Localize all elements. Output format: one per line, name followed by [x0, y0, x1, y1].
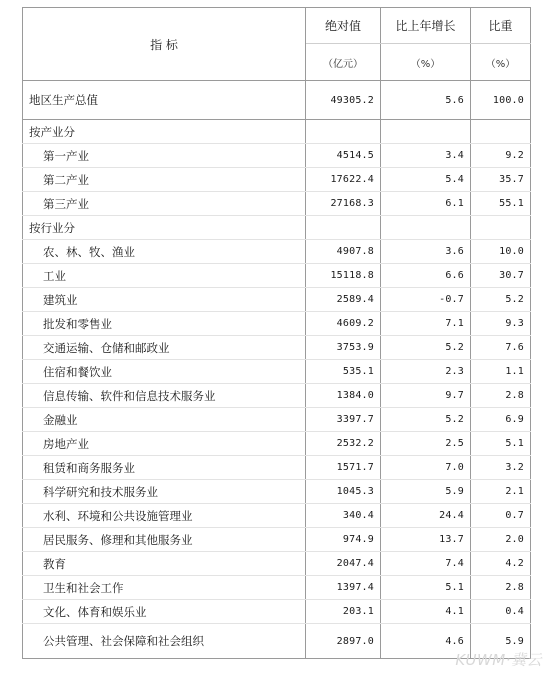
row-absolute-value: 203.1 — [306, 600, 381, 624]
row-name: 农、林、牧、渔业 — [23, 240, 306, 264]
row-absolute-value: 1384.0 — [306, 384, 381, 408]
header-share-unit: （%） — [471, 44, 531, 81]
table-row — [23, 168, 531, 192]
row-share: 0.7 — [471, 504, 531, 528]
row-growth: 5.1 — [381, 576, 471, 600]
header-growth-unit: （%） — [381, 44, 471, 81]
row-share — [471, 216, 531, 240]
row-growth: 9.7 — [381, 384, 471, 408]
table-row — [23, 192, 531, 216]
row-growth: 2.5 — [381, 432, 471, 456]
row-share: 100.0 — [471, 81, 531, 120]
table-row — [23, 528, 531, 552]
row-absolute-value: 17622.4 — [306, 168, 381, 192]
row-growth: 2.3 — [381, 360, 471, 384]
table-body — [23, 81, 531, 659]
row-growth: 4.6 — [381, 624, 471, 659]
table-row — [23, 408, 531, 432]
row-absolute-value: 974.9 — [306, 528, 381, 552]
row-absolute-value: 3753.9 — [306, 336, 381, 360]
table-row — [23, 480, 531, 504]
row-share: 2.8 — [471, 384, 531, 408]
table-row — [23, 264, 531, 288]
row-growth: 6.6 — [381, 264, 471, 288]
table-row — [23, 240, 531, 264]
row-share: 9.2 — [471, 144, 531, 168]
row-share: 2.1 — [471, 480, 531, 504]
table-row — [23, 216, 531, 240]
table-row — [23, 312, 531, 336]
row-name: 房地产业 — [23, 432, 306, 456]
row-name: 地区生产总值 — [23, 81, 306, 120]
row-absolute-value: 2589.4 — [306, 288, 381, 312]
row-share: 10.0 — [471, 240, 531, 264]
row-name: 按产业分 — [23, 120, 306, 144]
table-row — [23, 600, 531, 624]
row-name: 教育 — [23, 552, 306, 576]
row-share: 35.7 — [471, 168, 531, 192]
row-name: 金融业 — [23, 408, 306, 432]
row-share: 4.2 — [471, 552, 531, 576]
row-name: 居民服务、修理和其他服务业 — [23, 528, 306, 552]
table-row — [23, 288, 531, 312]
table-row — [23, 552, 531, 576]
table-row — [23, 384, 531, 408]
row-absolute-value: 1397.4 — [306, 576, 381, 600]
row-growth: 5.9 — [381, 480, 471, 504]
row-growth: 5.2 — [381, 408, 471, 432]
row-name: 第二产业 — [23, 168, 306, 192]
table-row — [23, 576, 531, 600]
row-share: 9.3 — [471, 312, 531, 336]
header-growth: 比上年增长 — [381, 8, 471, 44]
row-absolute-value: 2897.0 — [306, 624, 381, 659]
row-share: 0.4 — [471, 600, 531, 624]
row-name: 批发和零售业 — [23, 312, 306, 336]
row-share: 55.1 — [471, 192, 531, 216]
row-growth — [381, 216, 471, 240]
row-name: 建筑业 — [23, 288, 306, 312]
row-name: 文化、体育和娱乐业 — [23, 600, 306, 624]
row-growth: 5.6 — [381, 81, 471, 120]
row-share — [471, 120, 531, 144]
row-share: 2.8 — [471, 576, 531, 600]
row-growth: 24.4 — [381, 504, 471, 528]
table-row — [23, 504, 531, 528]
row-name: 科学研究和技术服务业 — [23, 480, 306, 504]
row-name: 公共管理、社会保障和社会组织 — [23, 624, 306, 659]
row-growth: 3.6 — [381, 240, 471, 264]
header-absolute-unit: （亿元） — [306, 44, 381, 81]
row-growth: 4.1 — [381, 600, 471, 624]
row-share: 5.2 — [471, 288, 531, 312]
row-absolute-value: 15118.8 — [306, 264, 381, 288]
row-share: 7.6 — [471, 336, 531, 360]
row-share: 6.9 — [471, 408, 531, 432]
table-row — [23, 360, 531, 384]
row-growth: -0.7 — [381, 288, 471, 312]
watermark-logo: KUWM·冀云 — [455, 651, 542, 669]
row-absolute-value: 3397.7 — [306, 408, 381, 432]
row-share: 5.1 — [471, 432, 531, 456]
row-share: 2.0 — [471, 528, 531, 552]
row-absolute-value: 4514.5 — [306, 144, 381, 168]
row-growth — [381, 120, 471, 144]
row-share: 1.1 — [471, 360, 531, 384]
header-indicator: 指 标 — [23, 8, 306, 81]
row-share: 5.9 — [471, 624, 531, 659]
header-absolute-value: 绝对值 — [306, 8, 381, 44]
row-absolute-value: 1045.3 — [306, 480, 381, 504]
table-row — [23, 336, 531, 360]
row-name: 住宿和餐饮业 — [23, 360, 306, 384]
row-name: 信息传输、软件和信息技术服务业 — [23, 384, 306, 408]
row-growth: 13.7 — [381, 528, 471, 552]
row-growth: 7.1 — [381, 312, 471, 336]
row-growth: 5.2 — [381, 336, 471, 360]
table-row — [23, 120, 531, 144]
row-absolute-value — [306, 216, 381, 240]
row-absolute-value: 1571.7 — [306, 456, 381, 480]
row-absolute-value: 4907.8 — [306, 240, 381, 264]
row-growth: 6.1 — [381, 192, 471, 216]
row-absolute-value: 2047.4 — [306, 552, 381, 576]
row-name: 租赁和商务服务业 — [23, 456, 306, 480]
row-absolute-value: 340.4 — [306, 504, 381, 528]
table-row — [23, 81, 531, 120]
row-growth: 3.4 — [381, 144, 471, 168]
row-growth: 5.4 — [381, 168, 471, 192]
row-growth: 7.0 — [381, 456, 471, 480]
row-absolute-value: 4609.2 — [306, 312, 381, 336]
table-row — [23, 456, 531, 480]
row-name: 水利、环境和公共设施管理业 — [23, 504, 306, 528]
table-row — [23, 432, 531, 456]
row-name: 第三产业 — [23, 192, 306, 216]
row-absolute-value: 535.1 — [306, 360, 381, 384]
row-share: 3.2 — [471, 456, 531, 480]
row-absolute-value: 2532.2 — [306, 432, 381, 456]
header-share: 比重 — [471, 8, 531, 44]
row-growth: 7.4 — [381, 552, 471, 576]
gdp-table — [22, 7, 531, 659]
row-name: 交通运输、仓储和邮政业 — [23, 336, 306, 360]
table-row — [23, 144, 531, 168]
row-name: 按行业分 — [23, 216, 306, 240]
row-absolute-value: 27168.3 — [306, 192, 381, 216]
row-name: 第一产业 — [23, 144, 306, 168]
row-absolute-value — [306, 120, 381, 144]
row-share: 30.7 — [471, 264, 531, 288]
row-name: 工业 — [23, 264, 306, 288]
table-row — [23, 624, 531, 659]
row-absolute-value: 49305.2 — [306, 81, 381, 120]
row-name: 卫生和社会工作 — [23, 576, 306, 600]
